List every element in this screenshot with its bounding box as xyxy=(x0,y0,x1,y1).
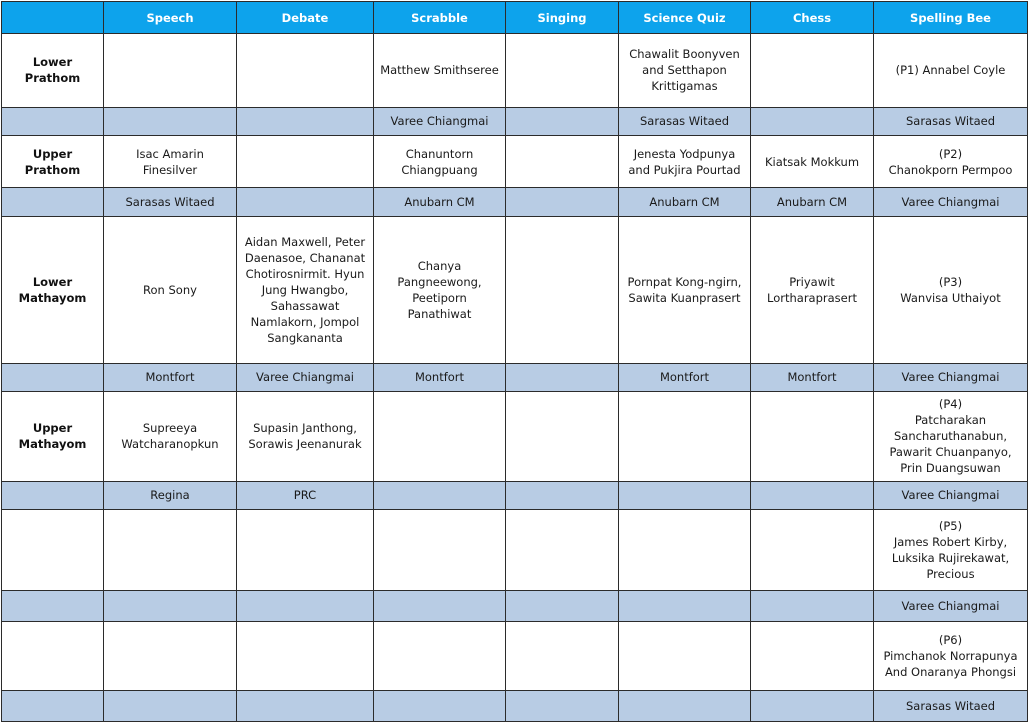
participant-cell: Matthew Smithseree xyxy=(374,34,506,108)
school-cell: Montfort xyxy=(751,363,874,391)
column-header-debate: Debate xyxy=(237,2,374,34)
participant-cell xyxy=(506,135,619,187)
participant-cell xyxy=(374,622,506,691)
school-cell xyxy=(506,188,619,216)
school-cell: Sarasas Witaed xyxy=(619,107,751,135)
column-header-science-quiz: Science Quiz xyxy=(619,2,751,34)
school-cell xyxy=(751,107,874,135)
school-row xyxy=(2,590,1028,621)
participant-cell: Kiatsak Mokkum xyxy=(751,135,874,187)
school-cell: Varee Chiangmai xyxy=(874,363,1028,391)
school-cell xyxy=(104,107,237,135)
participant-cell xyxy=(104,622,237,691)
participant-cell xyxy=(104,34,237,108)
school-row xyxy=(2,188,1028,216)
school-cell xyxy=(751,590,874,621)
participant-cell xyxy=(374,392,506,482)
participant-cell: Chanya Pangneewong, Peetiporn Panathiwat xyxy=(374,216,506,363)
school-cell: Varee Chiangmai xyxy=(874,481,1028,509)
school-cell xyxy=(2,363,104,391)
participant-cell xyxy=(751,34,874,108)
school-cell xyxy=(2,590,104,621)
school-cell xyxy=(104,590,237,621)
participant-cell xyxy=(506,510,619,591)
school-cell xyxy=(506,107,619,135)
school-cell: Varee Chiangmai xyxy=(237,363,374,391)
participant-cell: (P5) James Robert Kirby, Luksika Rujirekawat, Precious xyxy=(874,510,1028,591)
participant-cell: (P4) Patcharakan Sancharuthanabun, Pawarit Chuanpanyo, Prin Duangsuwan xyxy=(874,392,1028,482)
participant-cell xyxy=(751,392,874,482)
school-cell xyxy=(374,690,506,721)
school-cell xyxy=(506,363,619,391)
names-row-upper-prathom xyxy=(2,135,1028,187)
school-cell xyxy=(2,481,104,509)
level-label xyxy=(2,622,104,691)
participant-cell: Priyawit Lortharaprasert xyxy=(751,216,874,363)
names-row-lower-prathom xyxy=(2,34,1028,108)
school-cell xyxy=(751,690,874,721)
names-row-p6 xyxy=(2,622,1028,691)
names-row-lower-mathayom xyxy=(2,216,1028,363)
participant-cell: Supasin Janthong, Sorawis Jeenanurak xyxy=(237,392,374,482)
school-cell xyxy=(374,590,506,621)
school-cell xyxy=(104,690,237,721)
school-cell: Varee Chiangmai xyxy=(874,590,1028,621)
school-row xyxy=(2,107,1028,135)
participant-cell xyxy=(506,34,619,108)
participant-cell: (P1) Annabel Coyle xyxy=(874,34,1028,108)
school-cell: Anubarn CM xyxy=(619,188,751,216)
participant-cell: (P3) Wanvisa Uthaiyot xyxy=(874,216,1028,363)
school-cell xyxy=(619,690,751,721)
column-header-scrabble: Scrabble xyxy=(374,2,506,34)
school-cell: Montfort xyxy=(619,363,751,391)
participant-cell: Ron Sony xyxy=(104,216,237,363)
school-cell xyxy=(751,481,874,509)
participant-cell xyxy=(619,622,751,691)
level-label: Upper Prathom xyxy=(2,135,104,187)
school-cell xyxy=(2,107,104,135)
names-row-upper-mathayom xyxy=(2,392,1028,482)
school-cell: Sarasas Witaed xyxy=(874,107,1028,135)
school-row xyxy=(2,363,1028,391)
names-row-p5 xyxy=(2,510,1028,591)
school-cell: Montfort xyxy=(374,363,506,391)
level-label: Lower Mathayom xyxy=(2,216,104,363)
participant-cell xyxy=(506,216,619,363)
competition-results-table xyxy=(1,1,1028,722)
school-cell: PRC xyxy=(237,481,374,509)
participant-cell xyxy=(751,622,874,691)
participant-cell xyxy=(619,510,751,591)
school-row xyxy=(2,481,1028,509)
participant-cell xyxy=(506,622,619,691)
school-row xyxy=(2,690,1028,721)
school-cell: Anubarn CM xyxy=(751,188,874,216)
header-corner xyxy=(2,2,104,34)
participant-cell xyxy=(237,34,374,108)
school-cell xyxy=(237,590,374,621)
level-label: Lower Prathom xyxy=(2,34,104,108)
participant-cell xyxy=(104,510,237,591)
school-cell xyxy=(374,481,506,509)
participant-cell: Chawalit Boonyven and Setthapon Krittigamas xyxy=(619,34,751,108)
school-cell xyxy=(237,690,374,721)
header-row xyxy=(2,2,1028,34)
column-header-speech: Speech xyxy=(104,2,237,34)
school-cell: Montfort xyxy=(104,363,237,391)
school-cell: Varee Chiangmai xyxy=(374,107,506,135)
participant-cell xyxy=(374,510,506,591)
school-cell xyxy=(619,481,751,509)
participant-cell xyxy=(506,392,619,482)
school-cell xyxy=(237,107,374,135)
school-cell: Anubarn CM xyxy=(374,188,506,216)
participant-cell: (P2) Chanokporn Permpoo xyxy=(874,135,1028,187)
participant-cell xyxy=(619,392,751,482)
participant-cell: (P6) Pimchanok Norrapunya And Onaranya Phongsi xyxy=(874,622,1028,691)
participant-cell: Supreeya Watcharanopkun xyxy=(104,392,237,482)
participant-cell xyxy=(237,135,374,187)
school-cell: Sarasas Witaed xyxy=(874,690,1028,721)
column-header-singing: Singing xyxy=(506,2,619,34)
participant-cell xyxy=(237,622,374,691)
participant-cell: Aidan Maxwell, Peter Daenasoe, Chananat Chotirosnirmit. Hyun Jung Hwangbo, Sahassawat Namlakorn, Jompol Sangkananta xyxy=(237,216,374,363)
participant-cell xyxy=(237,510,374,591)
school-cell xyxy=(506,481,619,509)
school-cell: Regina xyxy=(104,481,237,509)
level-label: Upper Mathayom xyxy=(2,392,104,482)
participant-cell: Chanuntorn Chiangpuang xyxy=(374,135,506,187)
school-cell xyxy=(506,590,619,621)
participant-cell xyxy=(751,510,874,591)
participant-cell: Pornpat Kong-ngirn, Sawita Kuanprasert xyxy=(619,216,751,363)
school-cell xyxy=(619,590,751,621)
school-cell xyxy=(506,690,619,721)
school-cell: Varee Chiangmai xyxy=(874,188,1028,216)
school-cell xyxy=(2,188,104,216)
participant-cell: Isac Amarin Finesilver xyxy=(104,135,237,187)
school-cell xyxy=(2,690,104,721)
column-header-chess: Chess xyxy=(751,2,874,34)
school-cell xyxy=(237,188,374,216)
column-header-spelling-bee: Spelling Bee xyxy=(874,2,1028,34)
level-label xyxy=(2,510,104,591)
participant-cell: Jenesta Yodpunya and Pukjira Pourtad xyxy=(619,135,751,187)
school-cell: Sarasas Witaed xyxy=(104,188,237,216)
